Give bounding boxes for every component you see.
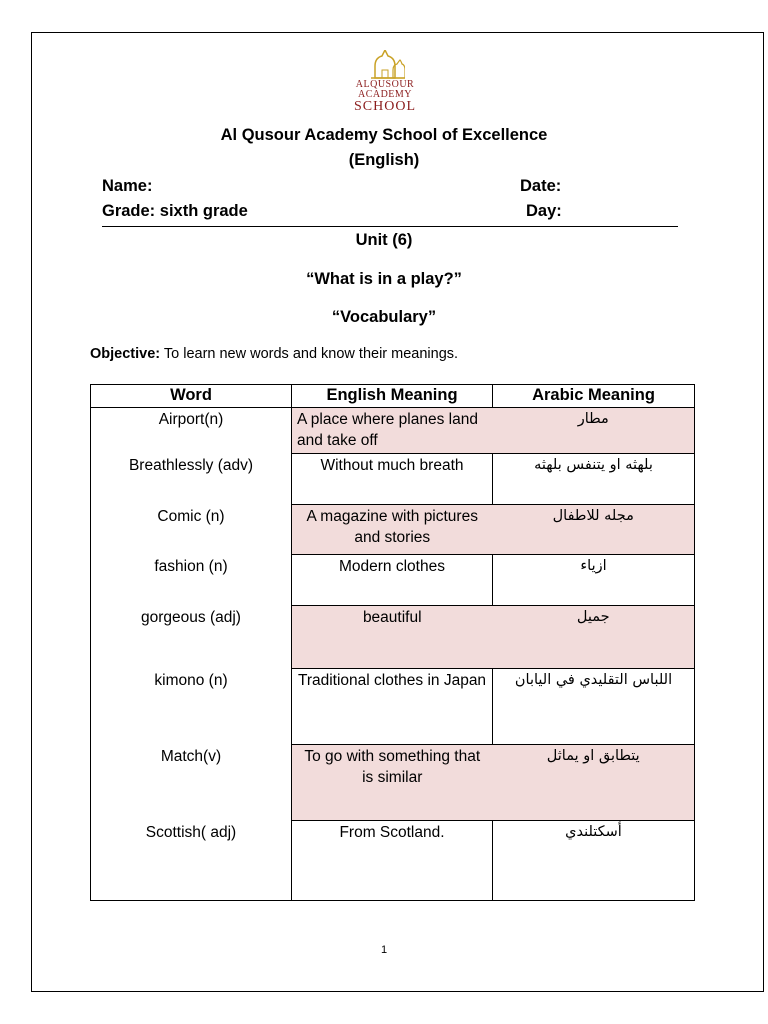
word-cell: kimono (n) [91, 669, 292, 745]
english-meaning-cell: Modern clothes [292, 555, 493, 606]
table-row [91, 408, 695, 454]
word-cell: Airport(n) [91, 408, 292, 454]
table-row [91, 606, 695, 669]
school-logo [340, 50, 430, 120]
table-row [91, 505, 695, 555]
word-cell: Comic (n) [91, 505, 292, 555]
arabic-meaning-cell: أسكتلندي [493, 821, 695, 901]
arabic-meaning-cell: جميل [493, 606, 695, 669]
date-label: Date: [520, 177, 562, 195]
name-label: Name: [102, 177, 153, 195]
english-meaning-cell: From Scotland. [292, 821, 493, 901]
header-arabic-meaning: Arabic Meaning [493, 385, 695, 408]
english-meaning-cell: To go with something that is similar [292, 745, 493, 821]
arabic-meaning-cell: مجله للاطفال [493, 505, 695, 555]
objective-text: To learn new words and know their meanings. [160, 346, 459, 362]
arabic-meaning-cell: ازياء [493, 555, 695, 606]
unit-title: Unit (6) [355, 231, 413, 249]
objective [90, 346, 458, 362]
word-cell: Breathlessly (adv) [91, 454, 292, 505]
word-cell: gorgeous (adj) [91, 606, 292, 669]
table-row [91, 745, 695, 821]
logo-text-line2: ACADEMY [357, 89, 413, 100]
grade-label: Grade: sixth grade [102, 202, 248, 220]
table-header-row [91, 385, 695, 408]
subject-label: (English) [348, 151, 420, 169]
header-divider [102, 226, 678, 227]
word-cell: fashion (n) [91, 555, 292, 606]
english-meaning-cell: A magazine with pictures and stories [292, 505, 493, 555]
section-title: “Vocabulary” [331, 308, 437, 326]
english-meaning-cell: Traditional clothes in Japan [292, 669, 493, 745]
vocabulary-table [90, 384, 695, 901]
english-meaning-cell: beautiful [292, 606, 493, 669]
arabic-meaning-cell: يتطابق او يماثل [493, 745, 695, 821]
school-name: Al Qusour Academy School of Excellence [220, 126, 548, 144]
logo-text-line3: SCHOOL [353, 99, 416, 114]
page-number: 1 [380, 944, 388, 956]
english-meaning-cell: A place where planes land and take off [292, 408, 493, 454]
day-label: Day: [526, 202, 562, 220]
word-cell: Scottish( adj) [91, 821, 292, 901]
arabic-meaning-cell: مطار [493, 408, 695, 454]
english-meaning-cell: Without much breath [292, 454, 493, 505]
header-word: Word [91, 385, 292, 408]
arabic-meaning-cell: اللباس التقليدي في اليابان [493, 669, 695, 745]
table-row [91, 555, 695, 606]
objective-label: Objective: [90, 346, 161, 362]
castle-icon [365, 50, 405, 80]
arabic-meaning-cell: بلهثه او يتنفس بلهثه [493, 454, 695, 505]
table-row [91, 454, 695, 505]
table-row [91, 821, 695, 901]
logo-text-line1: ALQUSOUR [355, 79, 415, 90]
header-english-meaning: English Meaning [292, 385, 493, 408]
table-row [91, 669, 695, 745]
lesson-title: “What is in a play?” [306, 270, 462, 288]
word-cell: Match(v) [91, 745, 292, 821]
